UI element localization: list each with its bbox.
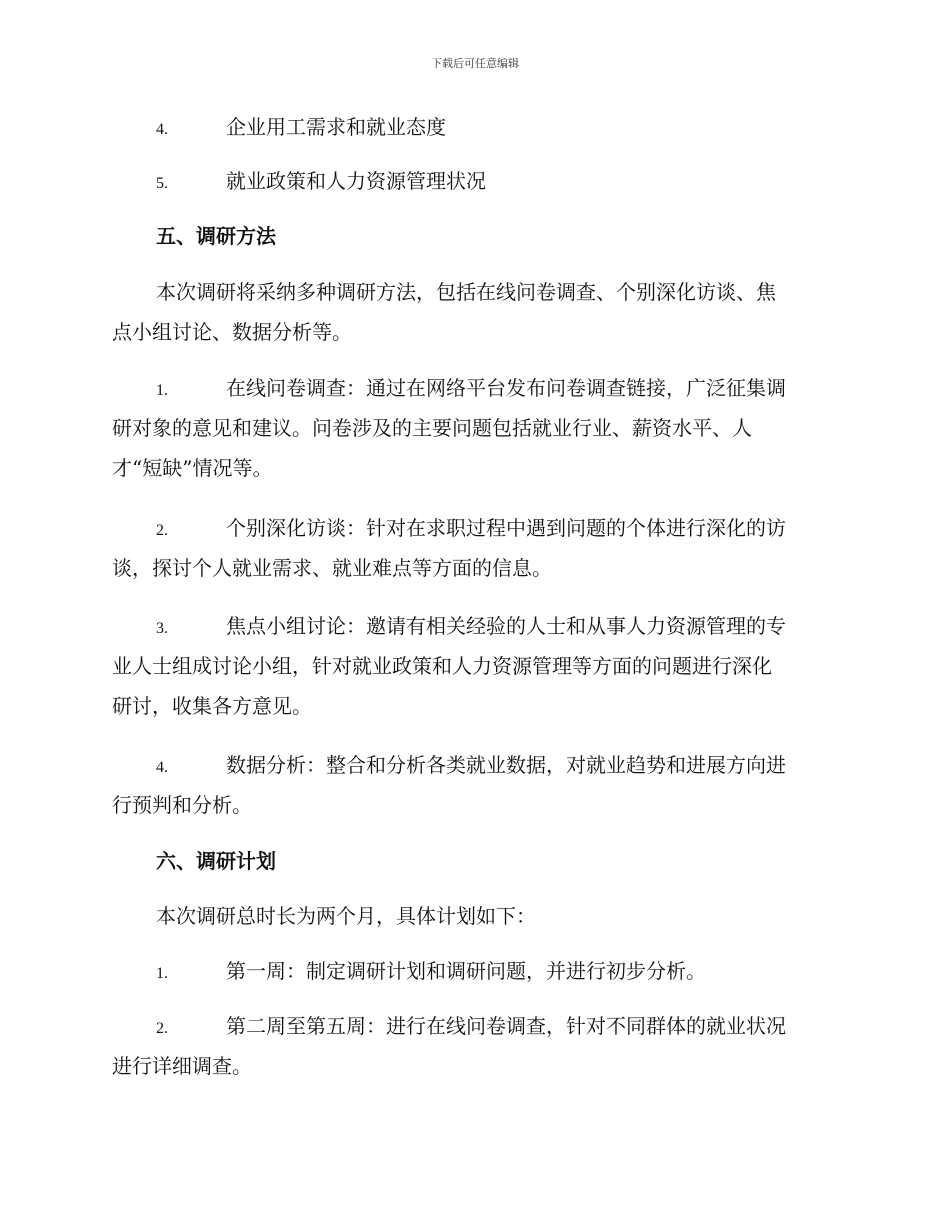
list-item-text: 研讨，收集各方意见。 — [112, 694, 312, 718]
paragraph-line: 点小组讨论、数据分析等。 — [112, 320, 352, 344]
list-item-method-1 — [112, 368, 834, 488]
list-number: 1. — [156, 382, 168, 399]
paragraph-line: 本次调研将采纳多种调研方法，包括在线问卷调查、个别深化访谈、焦 — [156, 280, 776, 304]
list-number: 4. — [156, 121, 168, 138]
paragraph-line: 本次调研总时长为两个月，具体计划如下： — [156, 904, 536, 928]
list-item-text: 才“短缺”情况等。 — [112, 456, 273, 480]
list-number: 5. — [156, 175, 168, 192]
list-number: 4. — [156, 759, 168, 776]
list-number: 2. — [156, 1020, 168, 1037]
list-item-text: 就业政策和人力资源管理状况 — [226, 169, 486, 193]
list-item-text: 第二周至第五周：进行在线问卷调查，针对不同群体的就业状况 — [226, 1014, 786, 1038]
list-item-text: 业人士组成讨论小组，针对就业政策和人力资源管理等方面的问题进行深化 — [112, 654, 772, 678]
list-item-plan-2 — [112, 1006, 834, 1086]
list-item-text: 数据分析：整合和分析各类就业数据，对就业趋势和进展方向进 — [226, 753, 786, 777]
list-item-text: 进行详细调查。 — [112, 1054, 252, 1078]
section-heading-plan — [112, 841, 834, 881]
list-item-text: 焦点小组讨论：邀请有相关经验的人士和从事人力资源管理的专 — [226, 614, 786, 638]
list-number: 1. — [156, 965, 168, 982]
list-item-plan-1 — [112, 951, 834, 991]
list-item-text: 企业用工需求和就业态度 — [226, 115, 446, 139]
list-item-focus-4 — [112, 107, 834, 147]
list-item-text: 在线问卷调查：通过在网络平台发布问卷调查链接，广泛征集调 — [226, 376, 786, 400]
list-item-text: 个别深化访谈：针对在求职过程中遇到问题的个体进行深化的访 — [226, 516, 786, 540]
heading-text: 六、调研计划 — [156, 849, 276, 873]
paragraph-methods-intro — [112, 272, 834, 352]
page-header: 下载后可任意编辑 — [431, 57, 519, 70]
list-item-text: 行预判和分析。 — [112, 793, 252, 817]
list-item-text: 研对象的意见和建议。问卷涉及的主要问题包括就业行业、薪资水平、人 — [112, 416, 752, 440]
section-heading-methods — [112, 216, 834, 256]
list-item-method-4 — [112, 745, 834, 825]
list-item-method-3 — [112, 606, 834, 726]
list-number: 3. — [156, 620, 168, 637]
paragraph-plan-intro — [112, 896, 834, 936]
list-item-text: 谈，探讨个人就业需求、就业难点等方面的信息。 — [112, 556, 552, 580]
list-item-text: 第一周：制定调研计划和调研问题，并进行初步分析。 — [226, 959, 706, 983]
list-item-focus-5 — [112, 161, 834, 201]
list-number: 2. — [156, 522, 168, 539]
list-item-method-2 — [112, 508, 834, 588]
heading-text: 五、调研方法 — [156, 224, 276, 248]
